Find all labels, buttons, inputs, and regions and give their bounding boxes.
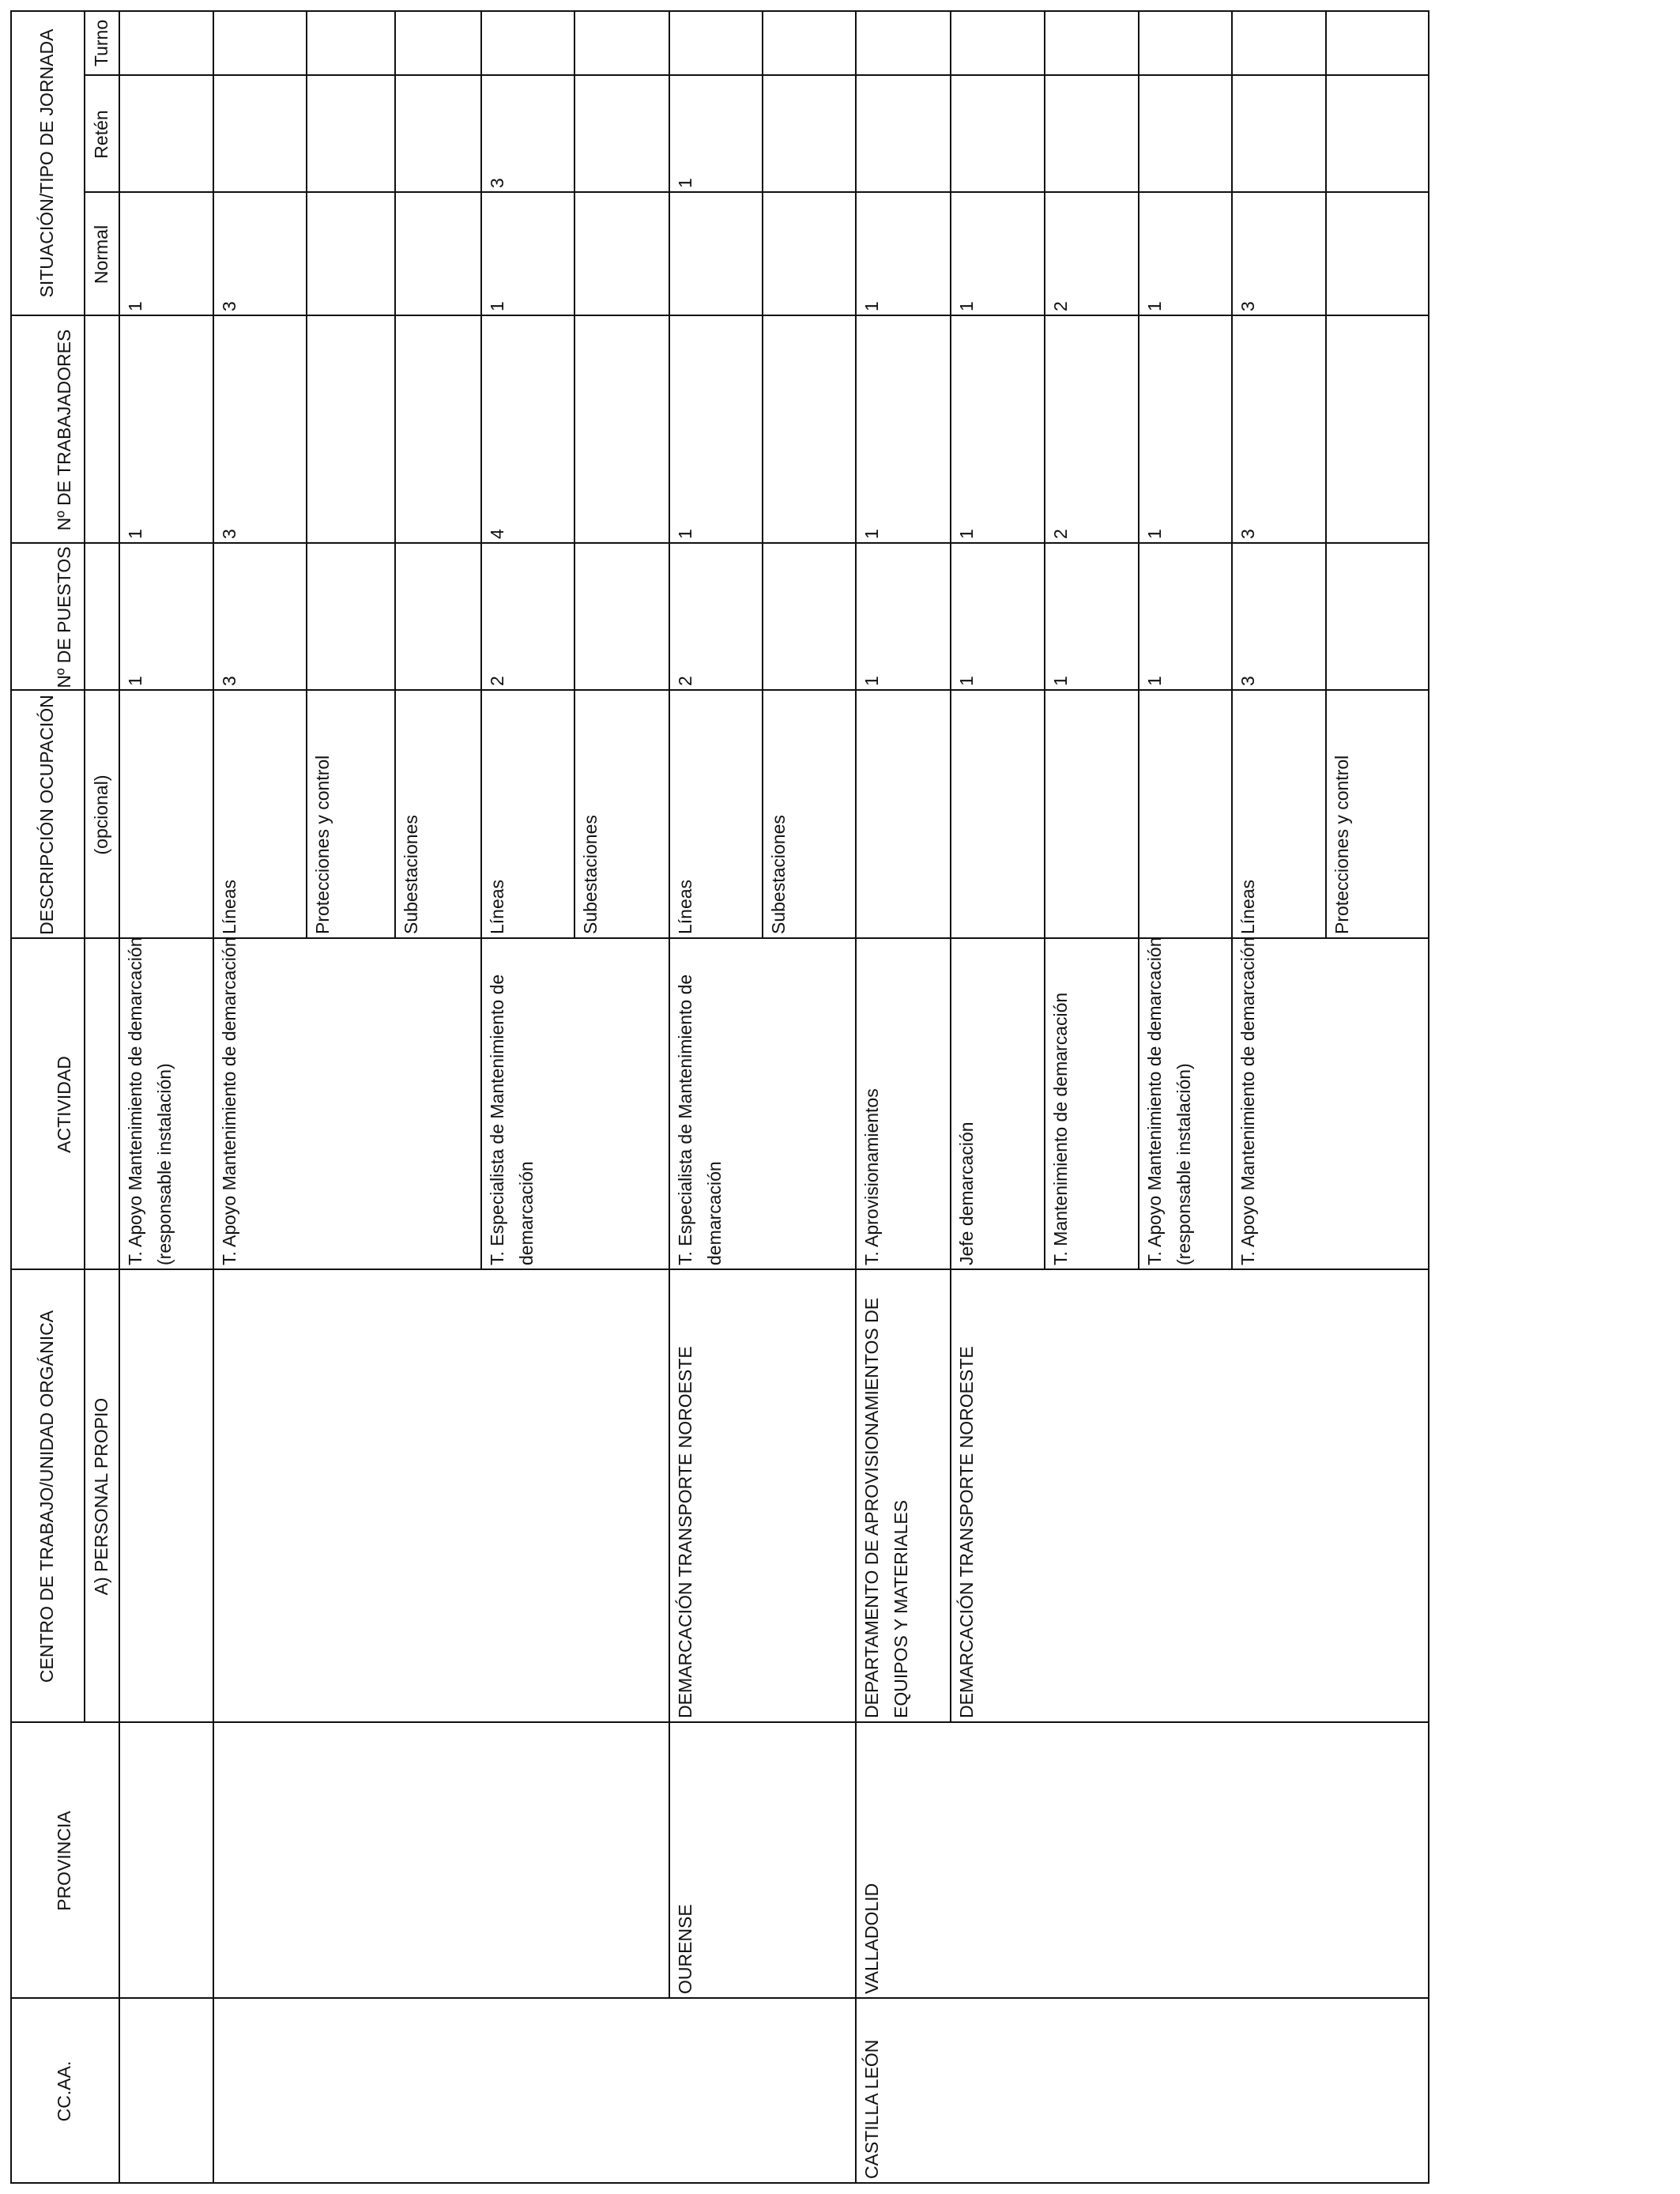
cell-desc-text: Líneas (1237, 879, 1258, 934)
cell-turno (952, 6, 1043, 76)
cell-normal (857, 188, 949, 316)
cell-puestos (857, 539, 949, 691)
cell-actividad-text: T. Mantenimiento de demarcación (1050, 992, 1071, 1265)
cell-desc-text: Protecciones y control (312, 755, 333, 934)
header-situacion-text: SITUACIÓN/TIPO DE JORNADA (36, 28, 57, 298)
cell-normal-text: 1 (956, 301, 977, 311)
cell-turno (1234, 6, 1324, 76)
row-separator (762, 10, 763, 939)
cell-normal-text: 1 (487, 301, 507, 311)
row-separator (1044, 10, 1045, 1270)
header-puestos-text: Nº DE PUESTOS (54, 546, 74, 688)
cell-desc-text: Líneas (219, 879, 239, 934)
table-border-bottom (1428, 10, 1430, 2184)
row-separator (480, 10, 482, 1270)
cell-reten (671, 71, 761, 193)
cell-puestos (1140, 539, 1230, 691)
row-separator (1138, 10, 1139, 1270)
cell-centro-text: DEMARCACIÓN TRANSPORTE NOROESTE (956, 1346, 977, 1718)
cell-normal (1140, 188, 1230, 316)
cell-actividad (671, 934, 761, 1270)
cell-trabajadores (121, 311, 212, 544)
cell-reten-text: 1 (675, 178, 695, 188)
cell-centro-text: DEMARCACIÓN TRANSPORTE NOROESTE (675, 1346, 695, 1718)
cell-trabajadores-text: 3 (1237, 529, 1258, 539)
header-turno (84, 10, 119, 76)
header-centro (10, 1270, 84, 1723)
cell-normal (121, 188, 212, 316)
cell-centro (952, 1265, 1043, 1723)
cell-puestos (483, 539, 573, 691)
cell-trabajadores (1140, 311, 1230, 544)
cell-trabajadores-text: 1 (956, 529, 977, 539)
cell-puestos-text: 3 (1237, 676, 1258, 686)
header-actividad-text: ACTIVIDAD (54, 1056, 74, 1153)
cell-trabajadores-text: 1 (1144, 529, 1165, 539)
header-provincia-text: PROVINCIA (54, 1811, 74, 1911)
cell-turno (483, 6, 573, 76)
header-centro-text: CENTRO DE TRABAJO/UNIDAD ORGÁNICA (36, 1310, 57, 1683)
header-situacion (10, 10, 84, 316)
cell-desc (397, 686, 480, 939)
cell-ccaa (857, 1994, 949, 2184)
cell-turno (121, 6, 212, 76)
header-puestos (10, 544, 119, 691)
cell-trabajadores-text: 4 (487, 529, 507, 539)
cell-centro (215, 1265, 305, 1723)
cell-normal (671, 188, 761, 316)
cell-provincia-text: VALLADOLID (861, 1883, 882, 1994)
header-descripcion-text: DESCRIPCIÓN OCUPACIÓN (36, 695, 57, 935)
cell-puestos (1234, 539, 1324, 691)
cell-desc (1234, 686, 1324, 939)
row-separator (669, 10, 670, 1999)
header-opcional-text: (opcional) (90, 775, 111, 855)
cell-desc (857, 686, 949, 939)
cell-desc (215, 686, 305, 939)
cell-ccaa-text: CASTILLA LEÓN (861, 2039, 882, 2179)
cell-actividad-text: T. Aprovisionamientos (861, 1088, 882, 1265)
cell-trabajadores-text: 3 (219, 529, 239, 539)
cell-puestos (1046, 539, 1137, 691)
cell-desc (308, 686, 394, 939)
cell-turno (1140, 6, 1230, 76)
cell-trabajadores (671, 311, 761, 544)
cell-desc-text: Subestaciones (580, 815, 601, 934)
cell-desc-text: Líneas (487, 879, 507, 934)
cell-desc (483, 686, 573, 939)
cell-actividad-text: T. Apoyo Mantenimiento de demarcación (responsable instalación) (1144, 937, 1194, 1265)
cell-reten (1140, 71, 1230, 193)
cell-actividad-text: T. Apoyo Mantenimiento de demarcación (responsable instalación) (125, 937, 175, 1265)
header-descripcion (10, 691, 84, 939)
cell-desc (1328, 686, 1429, 939)
cell-reten (1234, 71, 1324, 193)
cell-puestos-text: 3 (219, 676, 239, 686)
cell-provincia (671, 1718, 761, 1999)
cell-trabajadores (1234, 311, 1324, 544)
cell-normal (1046, 188, 1137, 316)
cell-trabajadores-text: 1 (125, 529, 145, 539)
cell-reten-text: 3 (487, 178, 507, 188)
cell-actividad-text: Jefe demarcación (956, 1122, 977, 1265)
cell-puestos-text: 1 (1050, 676, 1071, 686)
cell-provincia (857, 1718, 949, 1999)
cell-reten (857, 71, 949, 193)
cell-reten (121, 71, 212, 193)
cell-trabajadores-text: 1 (861, 529, 882, 539)
cell-reten (1046, 71, 1137, 193)
row-separator (855, 10, 857, 2184)
cell-turno (215, 6, 305, 76)
cell-actividad (952, 934, 1043, 1270)
cell-provincia (121, 1718, 212, 1999)
cell-trabajadores (857, 311, 949, 544)
cell-desc (952, 686, 1043, 939)
row-separator (1325, 10, 1327, 939)
cell-ccaa (121, 1994, 212, 2184)
cell-trabajadores (215, 311, 305, 544)
cell-actividad (857, 934, 949, 1270)
cell-actividad (483, 934, 573, 1270)
cell-centro-text: DEPARTAMENTO DE APROVISIONAMIENTOS DE EQUIPOS Y MATERIALES (861, 1297, 911, 1718)
row-separator (394, 10, 396, 939)
cell-normal (215, 188, 305, 316)
cell-centro (857, 1265, 949, 1723)
cell-reten (483, 71, 573, 193)
cell-puestos-text: 2 (675, 676, 695, 686)
cell-desc (576, 686, 668, 939)
header-reten (84, 76, 119, 193)
header-opcional (84, 691, 119, 939)
cell-puestos (952, 539, 1043, 691)
cell-desc-text: Protecciones y control (1332, 755, 1352, 934)
cell-normal (483, 188, 573, 316)
row-separator (1231, 10, 1233, 1270)
cell-desc-text: Subestaciones (768, 815, 789, 934)
header-turno-text: Turno (90, 19, 111, 67)
cell-trabajadores-text: 2 (1050, 529, 1071, 539)
header-ccaa (10, 1999, 119, 2184)
cell-desc (764, 686, 854, 939)
cell-turno (1046, 6, 1137, 76)
cell-puestos-text: 1 (125, 676, 145, 686)
header-personal-propio-text: A) PERSONAL PROPIO (90, 1397, 111, 1596)
header-normal (84, 193, 119, 316)
row-separator (950, 10, 951, 1723)
cell-normal-text: 1 (1144, 301, 1165, 311)
row-separator (213, 10, 214, 2184)
cell-actividad-text: T. Especialista de Mantenimiento de demarcación (487, 974, 537, 1265)
cell-centro (671, 1265, 761, 1723)
cell-turno (857, 6, 949, 76)
cell-desc (121, 686, 212, 939)
cell-centro (121, 1265, 212, 1723)
header-actividad (10, 939, 119, 1270)
cell-actividad-text: T. Apoyo Mantenimiento de demarcación (1237, 937, 1258, 1265)
header-trabajadores (10, 316, 119, 544)
cell-actividad (121, 934, 212, 1270)
cell-normal (952, 188, 1043, 316)
cell-normal-text: 3 (219, 301, 239, 311)
header-personal-propio (84, 1270, 119, 1723)
cell-actividad (215, 934, 305, 1270)
cell-puestos (121, 539, 212, 691)
cell-actividad-text: T. Especialista de Mantenimiento de demarcación (675, 974, 725, 1265)
header-separator (119, 10, 120, 2184)
cell-puestos (671, 539, 761, 691)
cell-puestos-text: 1 (1144, 676, 1165, 686)
cell-puestos-text: 1 (861, 676, 882, 686)
cell-actividad (1234, 934, 1324, 1270)
cell-desc (671, 686, 761, 939)
cell-desc (1046, 686, 1137, 939)
cell-trabajadores (1046, 311, 1137, 544)
cell-normal (1234, 188, 1324, 316)
cell-desc (1140, 686, 1230, 939)
cell-actividad-text: T. Apoyo Mantenimiento de demarcación (219, 937, 239, 1265)
cell-desc-text: Subestaciones (401, 815, 421, 934)
cell-trabajadores (952, 311, 1043, 544)
cell-puestos-text: 1 (956, 676, 977, 686)
header-reten-text: Retén (90, 110, 111, 159)
cell-reten (952, 71, 1043, 193)
header-ccaa-text: CC.AA. (54, 2060, 74, 2122)
cell-puestos (215, 539, 305, 691)
cell-provincia (215, 1718, 305, 1999)
cell-turno (671, 6, 761, 76)
row-separator (574, 10, 575, 939)
header-provincia (10, 1723, 119, 1999)
cell-normal-text: 3 (1237, 301, 1258, 311)
cell-desc-text: Líneas (675, 879, 695, 934)
cell-trabajadores-text: 1 (675, 529, 695, 539)
header-trabajadores-text: Nº DE TRABAJADORES (54, 329, 74, 531)
cell-actividad (1140, 934, 1230, 1270)
cell-actividad (1046, 934, 1137, 1270)
cell-provincia-text: OURENSE (675, 1904, 695, 1994)
cell-puestos-text: 2 (487, 676, 507, 686)
cell-trabajadores (483, 311, 573, 544)
cell-normal-text: 1 (861, 301, 882, 311)
header-normal-text: Normal (90, 224, 111, 285)
ocupacion-table (10, 10, 1430, 2184)
cell-ccaa (215, 1994, 305, 2184)
cell-reten (215, 71, 305, 193)
cell-normal-text: 2 (1050, 301, 1071, 311)
row-separator (306, 10, 307, 939)
cell-normal-text: 1 (125, 301, 145, 311)
